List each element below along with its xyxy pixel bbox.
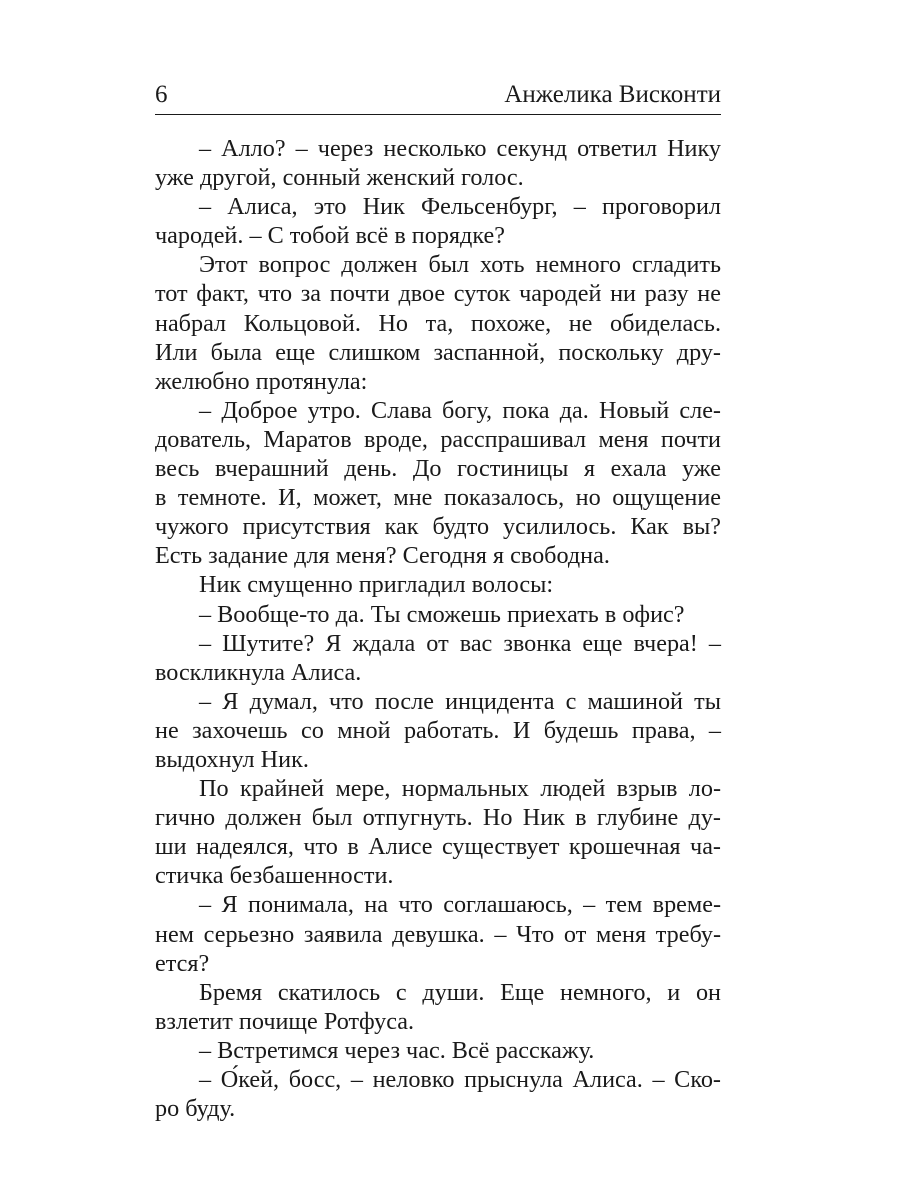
text-line: Бремя скатилось с души. Еще немного, и он: [199, 978, 721, 1006]
text-line: в темноте. И, может, мне показалось, но ощущение: [155, 484, 721, 512]
text-line: стичка безбашенности.: [155, 862, 394, 890]
text-line: выдохнул Ник.: [155, 745, 309, 773]
text-line: ется?: [155, 949, 210, 977]
text-line: чужого присутствия как будто усилилось. Как вы?: [155, 513, 721, 541]
text-line: весь вчерашний день. До гостиницы я ехала уже: [155, 455, 721, 483]
text-line: Этот вопрос должен был хоть немного сгладить: [199, 251, 721, 279]
text-line: ши надеялся, что в Алисе существует крошечная ча-: [155, 833, 721, 861]
running-title-author: Анжелика Висконти: [504, 81, 721, 108]
text-line: – О́кей, босс, – неловко прыснула Алиса. – Ско-: [199, 1066, 721, 1093]
text-line: дователь, Маратов вроде, расспрашивал меня почти: [155, 425, 721, 453]
text-line: – Встретимся через час. Всё расскажу.: [199, 1036, 595, 1064]
running-header: [155, 78, 721, 115]
text-line: – Алло? – через несколько секунд ответил Нику: [199, 135, 721, 162]
text-line: – Я понимала, на что соглашаюсь, – тем време-: [199, 891, 721, 919]
text-line: – Я думал, что после инцидента с машиной ты: [199, 687, 721, 715]
text-line: – Вообще-то да. Ты сможешь приехать в офис?: [199, 600, 685, 628]
text-line: – Шутите? Я ждала от вас звонка еще вчера! –: [199, 629, 721, 657]
text-line: ро буду.: [155, 1095, 236, 1123]
text-line: воскликнула Алиса.: [155, 658, 362, 686]
text-line: уже другой, сонный женский голос.: [155, 164, 524, 192]
text-line: желюбно протянула:: [155, 367, 368, 395]
text-line: чародей. – С тобой всё в порядке?: [155, 222, 505, 250]
text-line: взлетит почище Ротфуса.: [155, 1007, 415, 1035]
book-page: [155, 78, 721, 1123]
text-line: набрал Кольцовой. Но та, похоже, не обиделась.: [155, 309, 721, 337]
text-line: не захочешь со мной работать. И будешь права, –: [155, 716, 721, 744]
body-text: [155, 134, 721, 1123]
text-line: гично должен был отпугнуть. Но Ник в глубине ду-: [155, 804, 721, 832]
text-line: тот факт, что за почти двое суток чародей ни разу не: [155, 280, 721, 308]
text-line: Ник смущенно пригладил волосы:: [199, 571, 554, 599]
text-line: – Доброе утро. Слава богу, пока да. Новый сле-: [199, 396, 721, 424]
text-line: – Алиса, это Ник Фельсенбург, – проговорил: [199, 193, 721, 221]
page-number: 6: [155, 81, 168, 108]
text-line: По крайней мере, нормальных людей взрыв ло-: [199, 775, 721, 803]
text-line: нем серьезно заявила девушка. – Что от меня требу-: [155, 920, 721, 948]
text-line: Или была еще слишком заспанной, поскольку дру-: [155, 338, 721, 366]
text-line: Есть задание для меня? Сегодня я свободна.: [155, 542, 610, 570]
